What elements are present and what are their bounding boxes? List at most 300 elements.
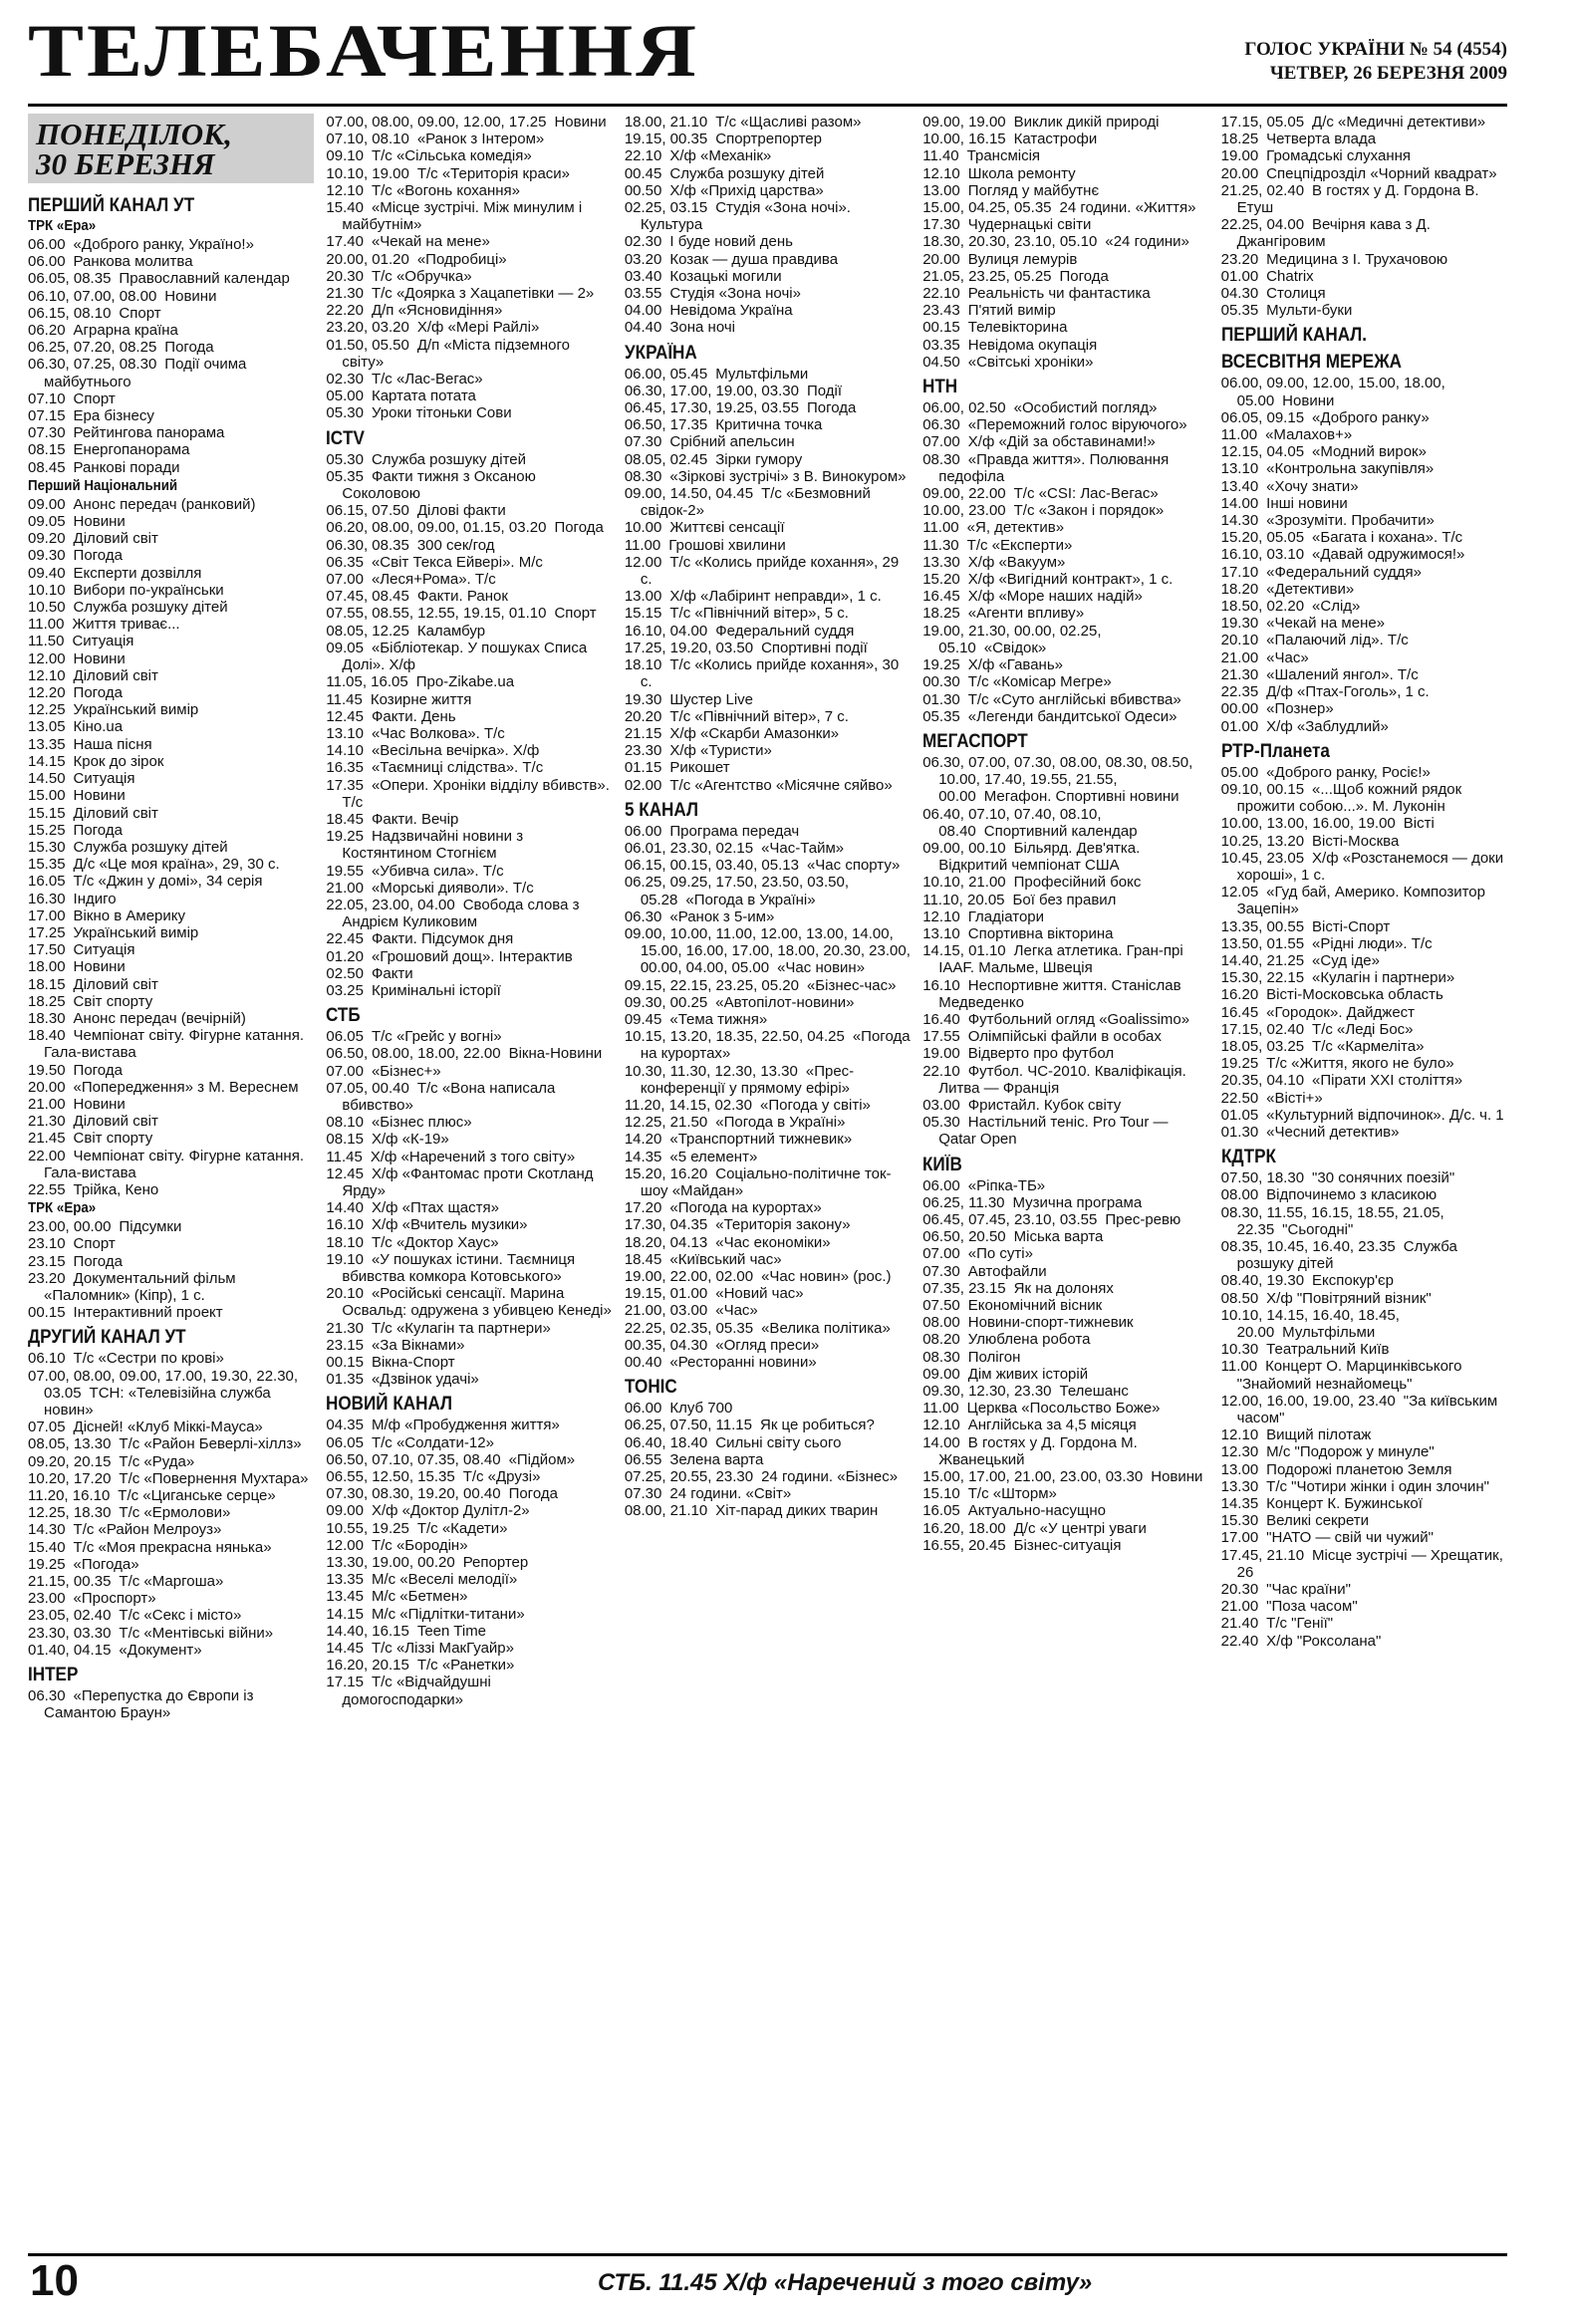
- program-item: [922, 147, 1208, 164]
- program-item: [1221, 495, 1507, 512]
- program-item: [625, 468, 911, 485]
- program-entry: [922, 1383, 1208, 1400]
- program-entry: [28, 941, 314, 958]
- program-title: «Доброго ранку, Росіє!»: [1266, 763, 1431, 781]
- program-item: [1221, 1426, 1507, 1443]
- program-time: 06.40, 18.40: [624, 1433, 708, 1451]
- program-item: [28, 1304, 314, 1321]
- program-entry: [625, 977, 911, 994]
- program-time: 04.35: [326, 1417, 364, 1434]
- channel-heading: ICTV: [326, 427, 366, 449]
- program-title: Дісней! «Клуб Міккі-Мауса»: [73, 1419, 263, 1436]
- program-item: [625, 777, 911, 794]
- program-time: 08.30, 11.55, 16.15, 18.55, 21.05, 22.35: [1220, 1203, 1444, 1238]
- program-entry: [326, 1045, 612, 1062]
- program-item: [28, 1625, 314, 1642]
- program-title: «Ранок з Інтером»: [416, 130, 545, 148]
- program-item: [625, 1097, 911, 1114]
- program-time: 18.25: [1220, 130, 1259, 148]
- program-item: [625, 605, 911, 622]
- program-item: [922, 485, 1208, 502]
- program-item: [326, 519, 612, 536]
- program-time: 10.30: [1220, 1341, 1259, 1359]
- program-entry: [28, 1435, 314, 1452]
- program-time: 07.00, 08.00, 09.00, 17.00, 19.30, 22.30, 03.05: [28, 1367, 299, 1402]
- program-time: 21.00: [28, 1095, 66, 1113]
- program-time: 20.00: [922, 250, 960, 268]
- program-entry: [625, 605, 911, 622]
- program-title: 300 сек/год: [416, 536, 495, 554]
- program-entry: [1221, 683, 1507, 700]
- program-item: [28, 322, 314, 339]
- program-time: 03.20: [624, 250, 662, 268]
- program-item: [1221, 986, 1507, 1003]
- program-time: 22.10: [624, 147, 662, 165]
- program-item: [1221, 529, 1507, 546]
- program-item: [922, 1211, 1208, 1228]
- channel-heading: НТН: [922, 377, 958, 398]
- program-item: [326, 554, 612, 571]
- program-time: 14.35: [624, 1148, 662, 1165]
- program-title: Вулиця лемурів: [967, 250, 1078, 268]
- program-title: Ранкова молитва: [73, 253, 193, 271]
- program-time: 12.45: [326, 1164, 364, 1182]
- program-item: [625, 742, 911, 759]
- program-item: [922, 354, 1208, 371]
- program-item: [326, 1199, 612, 1216]
- program-time: 09.30: [28, 547, 66, 565]
- program-item: [625, 302, 911, 319]
- program-time: 12.05: [1220, 884, 1259, 902]
- program-entry: [922, 1297, 1208, 1314]
- program-entry: [922, 1417, 1208, 1433]
- program-title: «Суд іде»: [1312, 951, 1380, 969]
- program-time: 11.20, 16.10: [28, 1487, 111, 1505]
- program-item: [922, 1097, 1208, 1114]
- program-title: Х/ф «К-19»: [371, 1131, 449, 1149]
- program-time: 14.00: [1220, 494, 1259, 512]
- program-title: «Городок». Дайджест: [1266, 1003, 1416, 1021]
- program-item: [28, 1687, 314, 1721]
- program-item: [1221, 165, 1507, 182]
- program-title: Т/с «Експерти»: [966, 536, 1073, 554]
- program-title: «Давай одружимося!»: [1312, 546, 1465, 564]
- program-entry: [625, 857, 911, 874]
- program-item: [1221, 1598, 1507, 1615]
- program-title: «Свідок»: [983, 639, 1047, 656]
- program-item: [625, 165, 911, 182]
- program-time: 08.50: [1220, 1289, 1259, 1307]
- program-title: Школа ремонту: [967, 164, 1076, 182]
- program-item: [326, 588, 612, 605]
- program-time: 21.30: [326, 1319, 364, 1337]
- program-time: 13.00: [624, 588, 662, 606]
- program-item: [1221, 1004, 1507, 1021]
- program-time: 07.00, 08.00, 09.00, 12.00, 17.25: [326, 114, 547, 130]
- program-time: 21.30: [1220, 665, 1259, 683]
- program-time: 06.00, 09.00, 12.00, 15.00, 18.00, 05.00: [1220, 375, 1445, 409]
- program-time: 06.40, 07.10, 07.40, 08.10, 08.40: [922, 805, 1102, 840]
- program-time: 15.00: [28, 787, 66, 805]
- program-time: 10.55, 19.25: [326, 1519, 409, 1537]
- program-time: 14.30: [28, 1521, 66, 1539]
- program-title: М/ф «Пробудження життя»: [371, 1417, 560, 1434]
- program-time: 13.35: [28, 735, 66, 753]
- program-title: «Опери. Хроніки відділу вбивств». Т/с: [342, 776, 610, 811]
- program-time: 02.50: [326, 964, 364, 982]
- program-item: [922, 588, 1208, 605]
- program-entry: [922, 354, 1208, 371]
- program-title: Місце зустрічі — Хрещатик, 26: [1236, 1546, 1503, 1581]
- program-title: «Палаючий лід». Т/с: [1266, 632, 1409, 649]
- program-entry: [326, 571, 612, 588]
- program-item: [922, 1502, 1208, 1519]
- program-item: [1221, 1461, 1507, 1478]
- program-entry: [28, 616, 314, 633]
- program-item: [625, 1251, 911, 1268]
- program-entry: [922, 806, 1208, 840]
- program-title: «Погода на курортах»: [640, 1028, 911, 1063]
- program-item: [922, 1263, 1208, 1280]
- program-title: Зона ночі: [669, 319, 735, 337]
- program-title: Погода: [164, 339, 214, 357]
- program-title: Т/с «Сільська комедія»: [371, 147, 532, 165]
- program-entry: [1221, 1495, 1507, 1512]
- program-title: «Прес-конференції у прямому ефірі»: [640, 1062, 855, 1097]
- program-time: 00.45: [624, 164, 662, 182]
- program-item: [28, 958, 314, 975]
- program-time: 06.25, 07.20, 08.25: [28, 339, 157, 357]
- program-time: 12.00: [624, 553, 662, 571]
- program-item: [326, 1028, 612, 1045]
- program-title: Т/с «Щасливі разом»: [715, 114, 862, 130]
- program-title: «Переможний голос віруючого»: [967, 416, 1187, 434]
- program-item: [625, 588, 911, 605]
- program-item: [922, 285, 1208, 302]
- program-item: [28, 1062, 314, 1079]
- program-item: [1221, 1443, 1507, 1460]
- program-entry: [922, 1349, 1208, 1366]
- program-item: [1221, 1272, 1507, 1289]
- listings-columns: [28, 114, 1507, 2245]
- program-item: [625, 908, 911, 925]
- program-entry: [1221, 443, 1507, 460]
- program-time: 20.00, 01.20: [326, 250, 409, 268]
- program-time: 01.20: [326, 947, 364, 965]
- program-item: [1221, 130, 1507, 147]
- program-item: [1221, 251, 1507, 268]
- program-title: Подорожі планетою Земля: [1266, 1460, 1452, 1478]
- program-item: [326, 387, 612, 404]
- program-time: 18.10: [624, 656, 662, 674]
- program-item: [625, 1199, 911, 1216]
- program-time: 16.35: [326, 759, 364, 777]
- program-entry: [326, 147, 612, 164]
- program-time: 18.20: [1220, 580, 1259, 598]
- program-item: [28, 993, 314, 1010]
- program-title: Факти: [371, 964, 413, 982]
- program-time: 10.00, 13.00, 16.00, 19.00: [1220, 815, 1396, 833]
- program-entry: [28, 805, 314, 822]
- program-title: Погода: [73, 547, 123, 565]
- program-time: 18.00, 21.10: [624, 114, 708, 130]
- program-time: 19.25: [1220, 1055, 1259, 1073]
- program-entry: [28, 582, 314, 599]
- program-time: 10.50: [28, 599, 66, 617]
- program-title: Т/с «Комісар Мегре»: [967, 673, 1112, 691]
- program-title: «Погода»: [73, 1555, 139, 1573]
- program-time: 09.00, 00.10: [922, 839, 1006, 857]
- program-title: Світ спорту: [73, 1130, 153, 1148]
- program-time: 06.15, 00.15, 03.40, 05.13: [624, 857, 799, 875]
- program-entry: [922, 1177, 1208, 1194]
- program-title: Великі секрети: [1266, 1512, 1370, 1530]
- program-time: 06.45, 07.45, 23.10, 03.55: [922, 1210, 1098, 1228]
- program-item: [326, 1451, 612, 1468]
- program-item: [625, 285, 911, 302]
- program-time: 03.00: [922, 1096, 960, 1114]
- program-title: Т/с «Колись прийде кохання», 29 с.: [640, 553, 900, 589]
- program-item: [625, 399, 911, 416]
- program-title: Громадські слухання: [1266, 147, 1412, 165]
- program-entry: [28, 1573, 314, 1590]
- program-entry: [625, 1302, 911, 1319]
- program-entry: [625, 165, 911, 182]
- program-time: 15.30, 22.15: [1220, 969, 1305, 987]
- program-title: Події очима майбутнього: [44, 356, 247, 390]
- program-title: «Бібліотекар. У пошуках Списа Долі». Х/ф: [342, 639, 588, 674]
- program-title: Світ спорту: [73, 992, 153, 1010]
- program-title: Вікно в Америку: [73, 906, 185, 924]
- program-item: [922, 1434, 1208, 1468]
- program-title: Козирне життя: [370, 690, 472, 708]
- program-title: Т/с «Моя прекрасна нянька»: [73, 1538, 272, 1556]
- program-time: 10.25, 13.20: [1220, 832, 1305, 850]
- program-time: 06.30, 08.35: [326, 536, 409, 554]
- program-item: [922, 1011, 1208, 1028]
- program-title: Т/с «Агентство «Місячне сяйво»: [669, 776, 893, 794]
- program-item: [1221, 1124, 1507, 1141]
- program-entry: [326, 233, 612, 250]
- program-time: 08.30: [922, 1348, 960, 1366]
- program-title: Х/ф «Розстанемося — доки хороші», 1 с.: [1236, 849, 1504, 884]
- program-time: 16.45: [922, 588, 960, 606]
- program-title: "НАТО — свій чи чужий": [1266, 1529, 1434, 1547]
- program-title: «Детективи»: [1266, 580, 1355, 598]
- program-time: 16.05: [28, 873, 66, 891]
- program-time: 11.20, 14.15, 02.30: [624, 1096, 752, 1114]
- program-title: Спортрепортер: [715, 130, 822, 148]
- program-time: 17.35: [326, 776, 364, 794]
- program-item: [922, 1520, 1208, 1537]
- program-title: Т/с «Доярка з Хацапетівки — 2»: [371, 285, 595, 303]
- program-item: [326, 1234, 612, 1251]
- program-item: [922, 1228, 1208, 1245]
- channel-heading: ДРУГИЙ КАНАЛ УТ: [28, 1327, 186, 1349]
- program-time: 03.25: [326, 981, 364, 999]
- program-item: [326, 1165, 612, 1199]
- program-time: 08.05, 02.45: [624, 450, 708, 468]
- program-item: [922, 416, 1208, 433]
- program-entry: [28, 718, 314, 735]
- program-title: Документальний фільм «Паломник» (Кіпр), 1 с.: [44, 1269, 236, 1304]
- program-entry: [922, 942, 1208, 976]
- program-item: [1221, 1512, 1507, 1529]
- program-entry: [326, 1571, 612, 1588]
- program-title: Т/с «Кулагін та партнери»: [371, 1319, 551, 1337]
- program-entry: [326, 1451, 612, 1468]
- program-entry: [1221, 1107, 1507, 1124]
- program-item: [625, 433, 911, 450]
- program-title: Український вимір: [73, 701, 199, 719]
- program-time: 17.15, 05.05: [1220, 114, 1305, 130]
- program-entry: [1221, 1547, 1507, 1581]
- program-time: 17.55: [922, 1028, 960, 1046]
- program-entry: [922, 571, 1208, 588]
- program-entry: [625, 554, 911, 588]
- program-item: [625, 708, 911, 725]
- program-title: Діловий світ: [73, 975, 158, 993]
- program-item: [625, 1165, 911, 1199]
- program-item: [326, 880, 612, 897]
- program-entry: [326, 1131, 612, 1148]
- program-title: Футбол. ЧС-2010. Кваліфікація. Литва — Франція: [938, 1062, 1186, 1097]
- program-title: Х/ф «Лабіринт неправди», 1 с.: [669, 588, 882, 606]
- program-title: «Огляд преси»: [715, 1336, 820, 1354]
- program-entry: [625, 1251, 911, 1268]
- program-item: [922, 537, 1208, 554]
- program-item: [1221, 952, 1507, 969]
- program-entry: [1221, 935, 1507, 952]
- program-item: [1221, 268, 1507, 285]
- program-item: [326, 337, 612, 371]
- program-time: 12.00: [28, 649, 66, 667]
- program-time: 13.05: [28, 718, 66, 736]
- program-entry: [1221, 986, 1507, 1003]
- day-heading: [28, 114, 314, 183]
- program-entry: [28, 633, 314, 649]
- program-item: [922, 302, 1208, 319]
- program-item: [1221, 1341, 1507, 1358]
- program-item: [326, 147, 612, 164]
- program-time: 19.25: [922, 656, 960, 674]
- program-title: Уроки тітоньки Сови: [371, 404, 512, 422]
- program-title: «Час Волкова». Т/с: [371, 724, 505, 742]
- program-entry: [922, 399, 1208, 416]
- program-entry: [922, 268, 1208, 285]
- program-title: Факти. Підсумок дня: [371, 930, 514, 948]
- program-time: 22.55: [28, 1180, 66, 1198]
- program-entry: [625, 1165, 911, 1199]
- program-item: [326, 1468, 612, 1485]
- program-entry: [28, 1218, 314, 1235]
- program-item: [28, 441, 314, 458]
- program-item: [326, 863, 612, 880]
- program-title: Четверта влада: [1266, 130, 1377, 148]
- program-title: «Час новин» (рос.): [761, 1268, 892, 1285]
- program-title: «Малахов+»: [1265, 426, 1353, 444]
- program-entry: [922, 451, 1208, 485]
- program-item: [922, 656, 1208, 673]
- program-time: 22.10: [922, 285, 960, 303]
- program-title: Спорт: [73, 1235, 116, 1253]
- program-time: 06.05: [326, 1433, 364, 1451]
- channel-heading: ПЕРШИЙ КАНАЛ УТ: [28, 195, 195, 216]
- program-time: 18.50, 02.20: [1220, 598, 1305, 616]
- program-item: [625, 691, 911, 708]
- program-entry: [28, 856, 314, 873]
- program-time: 06.30, 17.00, 19.00, 03.30: [624, 382, 799, 399]
- program-title: Бої без правил: [1012, 891, 1117, 908]
- program-title: «Зіркові зустрічі» з В. Винокуром»: [669, 467, 907, 485]
- program-item: [28, 1556, 314, 1573]
- program-title: «Попередження» з М. Вереснем: [73, 1078, 299, 1096]
- program-title: Бізнес-ситуація: [1013, 1536, 1122, 1554]
- program-time: 08.45: [28, 458, 66, 476]
- program-title: Полігон: [967, 1348, 1021, 1366]
- program-entry: [1221, 130, 1507, 147]
- program-time: 07.45, 08.45: [326, 588, 409, 606]
- program-title: Невідома окупація: [967, 336, 1098, 354]
- program-time: 08.00: [1220, 1186, 1259, 1204]
- program-title: Телевікторина: [967, 319, 1068, 337]
- program-time: 06.05: [326, 1028, 364, 1046]
- program-entry: [625, 1400, 911, 1417]
- program-item: [1221, 1290, 1507, 1307]
- program-entry: [1221, 251, 1507, 268]
- program-item: [625, 182, 911, 199]
- program-entry: [625, 182, 911, 199]
- program-entry: [28, 1539, 314, 1556]
- program-time: 02.30: [326, 371, 364, 388]
- program-entry: [28, 667, 314, 684]
- program-title: Т/с «Суто англійські вбивства»: [967, 690, 1181, 708]
- program-time: 16.55, 20.45: [922, 1536, 1006, 1554]
- program-time: 06.00: [922, 1176, 960, 1194]
- program-time: 19.30: [1220, 615, 1259, 633]
- program-entry: [625, 1011, 911, 1028]
- program-entry: [326, 182, 612, 199]
- program-time: 07.00: [922, 433, 960, 451]
- program-title: «Хочу знати»: [1266, 477, 1359, 495]
- program-item: [28, 1270, 314, 1304]
- program-item: [1221, 649, 1507, 666]
- program-item: [1221, 426, 1507, 443]
- program-title: Новини: [73, 649, 126, 667]
- program-entry: [625, 1502, 911, 1519]
- program-entry: [625, 1131, 911, 1148]
- program-title: Новини: [73, 958, 126, 976]
- program-title: Т/с «Район Мелроуз»: [73, 1521, 222, 1539]
- program-time: 07.35, 23.15: [922, 1279, 1006, 1297]
- program-item: [625, 114, 911, 130]
- program-title: Д/с «У центрі уваги: [1013, 1519, 1147, 1537]
- program-time: 05.30: [922, 1114, 960, 1132]
- program-time: 16.20, 20.15: [326, 1657, 409, 1675]
- program-entry: [922, 1485, 1208, 1502]
- program-entry: [922, 1502, 1208, 1519]
- program-title: «Особистий погляд»: [1013, 399, 1158, 417]
- program-time: 15.20, 05.05: [1220, 529, 1305, 547]
- program-time: 11.40: [922, 147, 959, 165]
- program-time: 23.20: [28, 1269, 66, 1287]
- program-time: 11.00: [1220, 1358, 1258, 1376]
- program-title: «Доброго ранку»: [1312, 408, 1430, 426]
- program-time: 09.45: [624, 1010, 662, 1028]
- program-item: [922, 1114, 1208, 1148]
- program-entry: [922, 233, 1208, 250]
- program-item: [326, 1502, 612, 1519]
